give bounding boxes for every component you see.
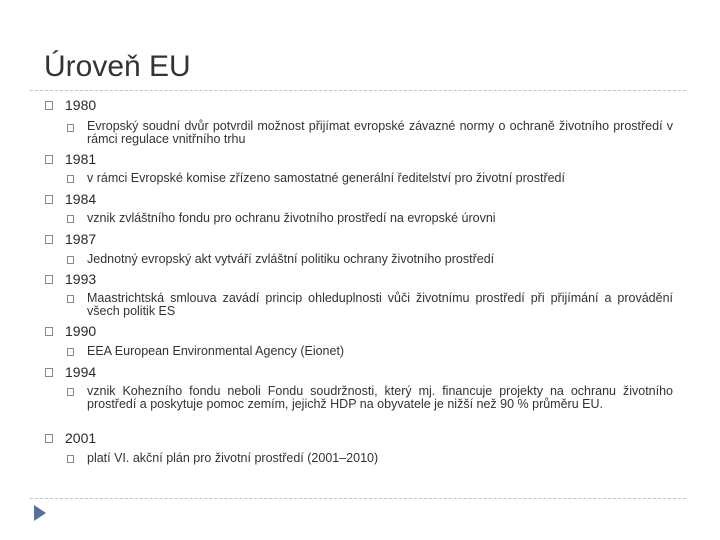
bullet-box-icon (45, 155, 53, 164)
footer-divider (30, 498, 686, 499)
bullet-box-icon (67, 388, 74, 396)
year-label: 1987 (65, 231, 97, 247)
year-description: Maastrichtská smlouva zavádí princip ohleduplnosti vůči životnímu prostředí při přijímání a provádění všech politik ES (87, 291, 673, 318)
year-description: EEA European Environmental Agency (Eionet) (87, 344, 345, 358)
next-slide-arrow-icon[interactable] (34, 505, 46, 521)
bullet-box-icon (45, 275, 53, 284)
year-label: 1981 (65, 151, 97, 167)
year-description: Evropský soudní dvůr potvrdil možnost přijímat evropské závazné normy o ochraně životního prostředí v rámci regulace vnitřního trhu (87, 119, 673, 146)
slide-title: Úroveň EU (44, 50, 191, 83)
year-description: Jednotný evropský akt vytváří zvláštní politiku ochrany životního prostředí (87, 252, 495, 266)
bullet-box-icon (45, 235, 53, 244)
year-label: 2001 (65, 430, 97, 446)
year-label: 1994 (65, 364, 97, 380)
year-description: vznik zvláštního fondu pro ochranu životního prostředí na evropské úrovni (87, 211, 496, 225)
bullet-box-icon (45, 368, 53, 377)
bullet-box-icon (67, 455, 74, 463)
bullet-box-icon (45, 101, 53, 110)
year-label: 1984 (65, 191, 97, 207)
year-description: v rámci Evropské komise zřízeno samostatné generální ředitelství pro životní prostředí (87, 171, 565, 185)
bullet-box-icon (67, 295, 74, 303)
bullet-box-icon (67, 256, 74, 264)
bullet-box-icon (45, 327, 53, 336)
year-label: 1993 (65, 271, 97, 287)
year-description: platí VI. akční plán pro životní prostředí (2001–2010) (87, 451, 379, 465)
bullet-box-icon (67, 215, 74, 223)
bullet-box-icon (45, 195, 53, 204)
bullet-box-icon (67, 348, 74, 356)
title-divider (30, 90, 686, 91)
year-label: 1990 (65, 323, 97, 339)
bullet-box-icon (45, 434, 53, 443)
bullet-box-icon (67, 124, 74, 132)
year-label: 1980 (65, 97, 97, 113)
year-description: vznik Kohezního fondu neboli Fondu soudržnosti, který mj. financuje projekty na ochranu životního prostředí a poskytuje pomoc zemím, jejichž HDP na obyvatele je nižší než 90 % průměru EU. (87, 384, 673, 411)
bullet-box-icon (67, 175, 74, 183)
